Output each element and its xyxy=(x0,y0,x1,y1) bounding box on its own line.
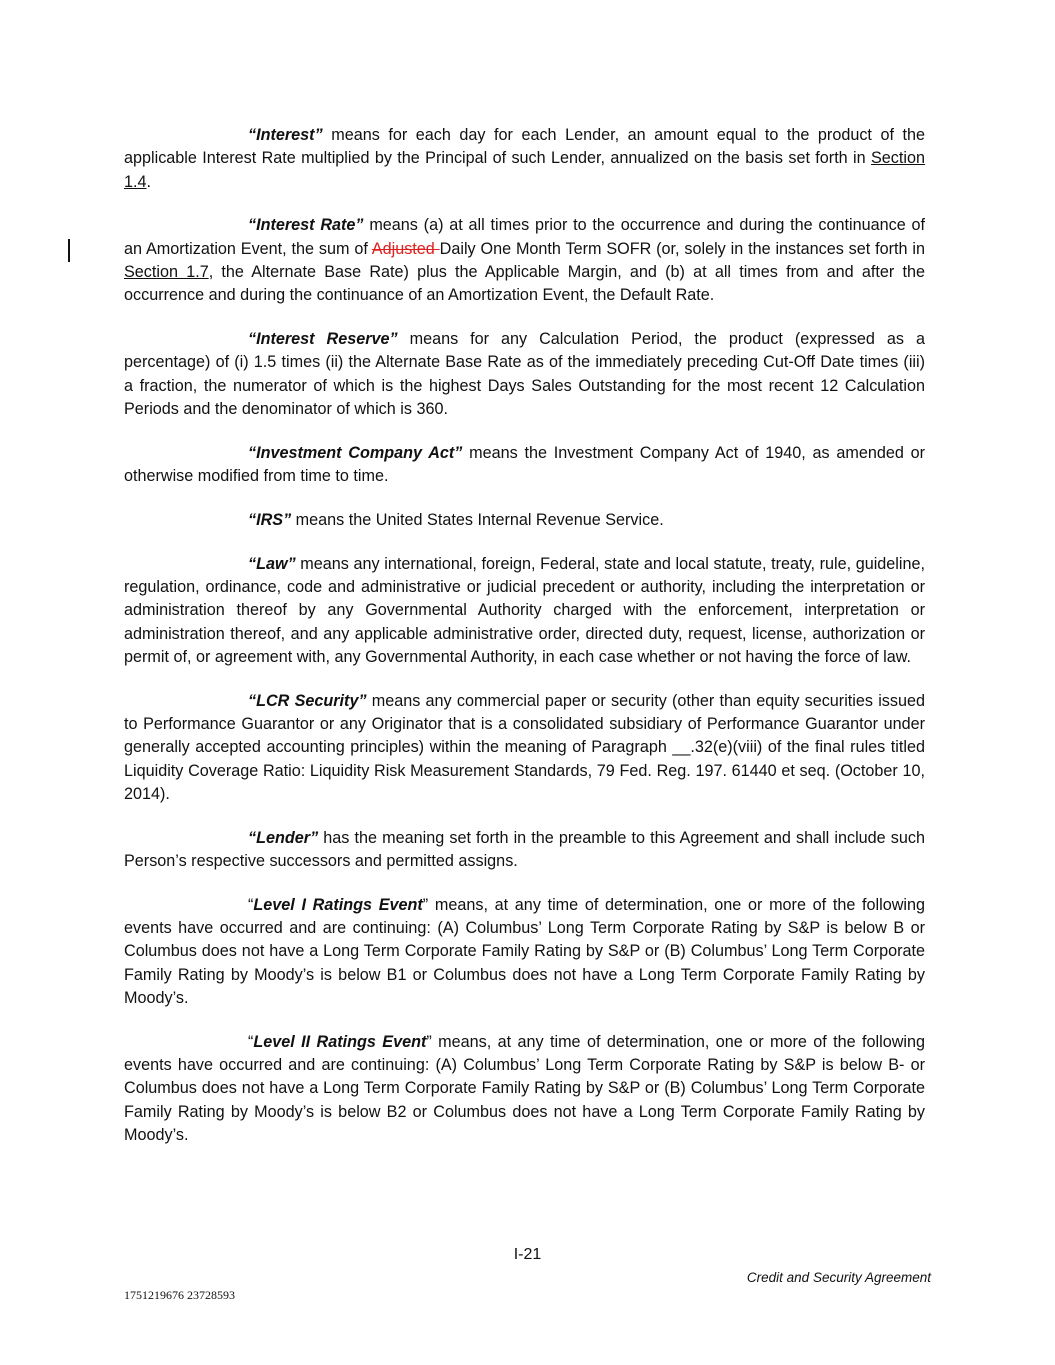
definition-interest-rate xyxy=(124,214,925,307)
section-reference: Section 1.4 xyxy=(124,149,925,191)
defined-term: “Interest” xyxy=(248,126,323,144)
open-quote: “ xyxy=(248,1032,254,1051)
definition-text: has the meaning set forth in the preamble to this Agreement and shall include such Person’s respective successors and permitted assigns. xyxy=(124,828,925,870)
definition-text: Daily One Month Term SOFR (or, solely in the instances set forth in xyxy=(439,239,925,258)
defined-term: “IRS” xyxy=(248,510,292,529)
definition-text: means for any Calculation Period, the product (expressed as a percentage) of (i) 1.5 times (ii) the Alternate Base Rate as of the immediately preceding Cut-Off Date times (iii) a fraction, the numerator of which is the highest Days Sales Outstanding for the most recent 12 Calculation Periods and the denominator of which is 360. xyxy=(124,330,925,418)
open-quote: “ xyxy=(248,895,254,914)
definition-text: means (a) at all times prior to the occurrence and during the continuance of an Amortization Event, the sum of xyxy=(124,216,925,258)
definition-text: means for each day for each Lender, an amount equal to the product of the applicable Interest Rate multiplied by the Principal of such Lender, annualized on the basis set forth in xyxy=(124,126,925,168)
document-body xyxy=(124,124,925,1168)
definition-text: means any international, foreign, Federal, state and local statute, treaty, rule, guideline, regulation, ordinance, code and administrative or judicial precedent or authority, including the interpretation or administration thereof by any Governmental Authority charged with the enforcement, interpretation or administration thereof, and any applicable administrative order, directed duty, request, license, authorization or permit of, or agreement with, any Governmental Authority, in each case whether or not having the force of law. xyxy=(124,554,925,666)
definition-law xyxy=(124,553,925,669)
defined-term: Level I Ratings Event xyxy=(253,895,423,914)
definition-text: . xyxy=(146,172,152,191)
section-reference: Section 1.7 xyxy=(124,262,209,281)
defined-term: “Investment Company Act” xyxy=(248,443,463,462)
definition-text: means the United States Internal Revenue Service. xyxy=(291,510,664,529)
defined-term: “LCR Security” xyxy=(248,691,367,710)
deleted-text-redline: Adjusted xyxy=(371,239,440,258)
definition-irs xyxy=(124,509,925,532)
footer-document-id: 1751219676 23728593 xyxy=(124,1288,235,1302)
defined-term: Level II Ratings Event xyxy=(253,1032,427,1051)
definition-lcr-security xyxy=(124,690,925,806)
footer-document-title: Credit and Security Agreement xyxy=(746,1270,931,1285)
definition-text: means any commercial paper or security (other than equity securities issued to Performance Guarantor or any Originator that is a consolidated subsidiary of Performance Guarantor under generally accepted accounting principles) within the meaning of Paragraph __.32(e)(viii) of the final rules titled Liquidity Coverage Ratio: Liquidity Risk Measurement Standards, 79 Fed. Reg. 197. 61440 et seq. (October 10, 2014). xyxy=(124,691,925,803)
definition-text: ” means, at any time of determination, one or more of the following events have occurred and are continuing: (A) Columbus’ Long Term Corporate Rating by S&P is below B- or Columbus does not have a Long Term Corporate Family Rating by S&P or (B) Columbus’ Long Term Corporate Family Rating by Moody’s is below B2 or Columbus does not have a Long Term Corporate Family Rating by Moody’s. xyxy=(124,1032,925,1144)
defined-term: “Interest Reserve” xyxy=(248,330,398,349)
definition-interest xyxy=(124,124,925,194)
definition-level-ii-ratings-event xyxy=(124,1031,925,1147)
page-number: I-21 xyxy=(513,1246,542,1263)
defined-term: “Law” xyxy=(248,554,296,573)
revision-change-bar xyxy=(68,239,70,262)
definition-interest-reserve xyxy=(124,328,925,421)
definition-text: , the Alternate Base Rate) plus the Applicable Margin, and (b) at all times from and after the occurrence and during the continuance of an Amortization Event, the Default Rate. xyxy=(124,262,925,305)
definition-text: ” means, at any time of determination, one or more of the following events have occurred and are continuing: (A) Columbus’ Long Term Corporate Rating by S&P is below B or Columbus does not have a Long Term Corporate Family Rating by S&P or (B) Columbus’ Long Term Corporate Family Rating by Moody’s is below B1 or Columbus does not have a Long Term Corporate Family Rating by Moody’s. xyxy=(124,895,925,1007)
definition-investment-company-act xyxy=(124,442,925,489)
definition-level-i-ratings-event xyxy=(124,894,925,1010)
defined-term: “Interest Rate” xyxy=(248,216,364,235)
defined-term: “Lender” xyxy=(248,828,319,847)
definition-text: means the Investment Company Act of 1940, as amended or otherwise modified from time to time. xyxy=(124,443,925,486)
definition-lender xyxy=(124,827,925,874)
